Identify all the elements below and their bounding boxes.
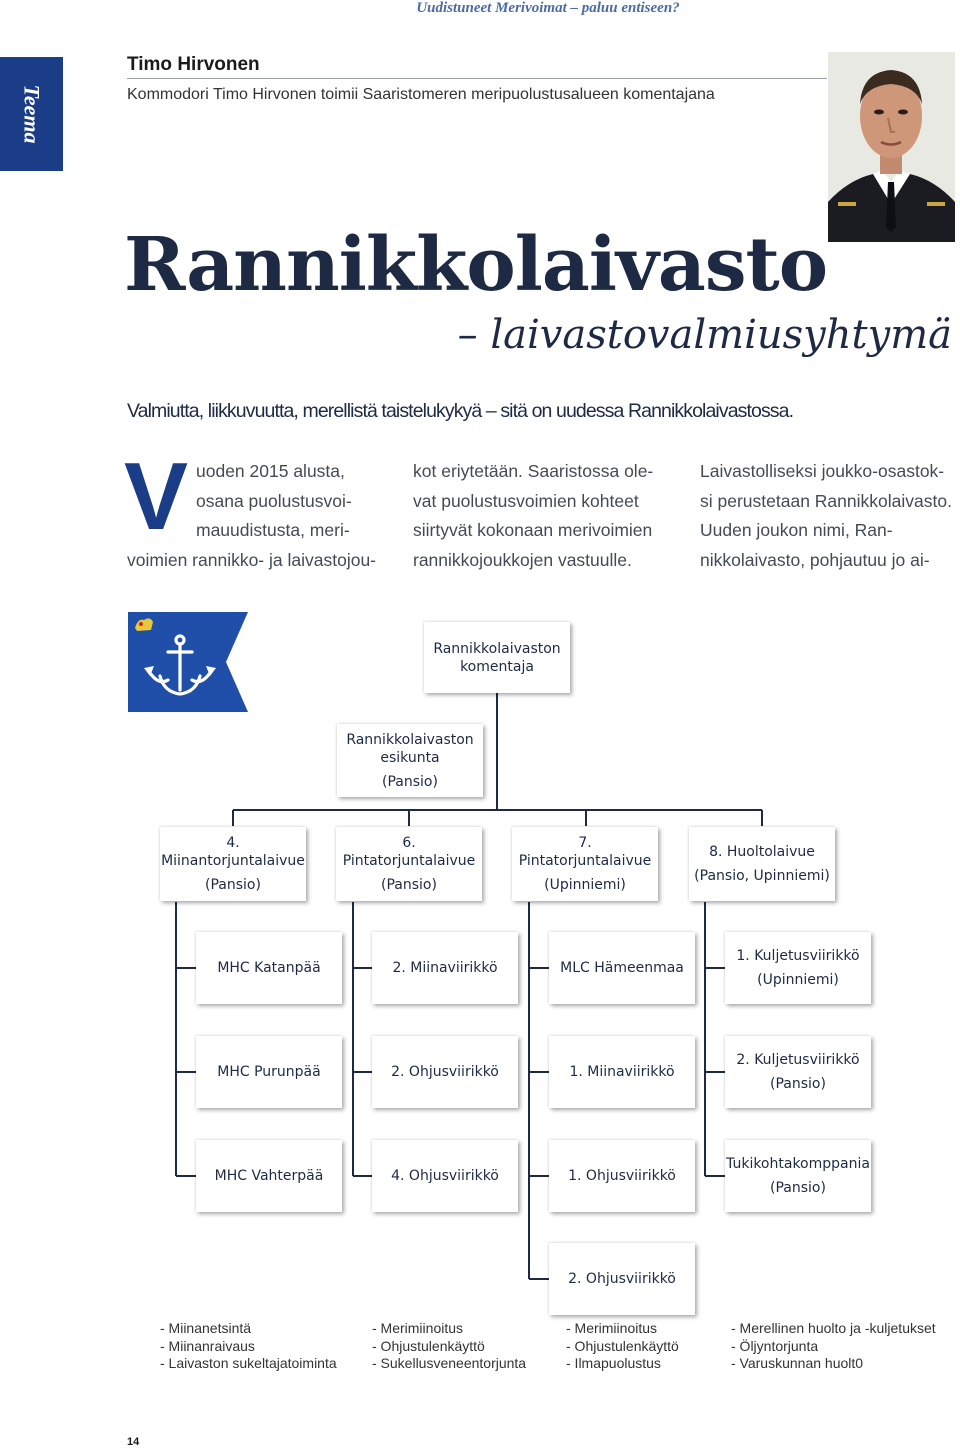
drop-cap: V: [124, 443, 189, 550]
org-box-mlc-hameenmaa: [549, 932, 695, 1004]
task-item: - Öljyntorjunta: [731, 1337, 819, 1354]
org-box-text: (Upinniemi): [757, 972, 839, 988]
org-box-text: (Pansio): [381, 877, 437, 893]
org-box-text: Pintatorjuntalaivue: [342, 853, 476, 869]
body-line: voimien rannikko- ja laivastojou-: [127, 549, 376, 570]
body-line: Laivastolliseksi joukko-osastok-: [700, 461, 945, 481]
org-box-text: (Pansio): [770, 1076, 826, 1092]
author-name: Timo Hirvonen: [127, 54, 260, 75]
org-box-text: (Pansio): [382, 773, 438, 790]
body-line: Uuden joukon nimi, Ran-: [700, 520, 893, 540]
task-item: - Miinanetsintä: [160, 1320, 252, 1336]
body-line: rannikkojoukkojen vastuulle.: [413, 549, 632, 570]
org-box-text: Miinantorjuntalaivue: [161, 853, 305, 869]
org-box-2-miinaviirikko: [372, 932, 518, 1004]
org-box-text: 2. Ohjusviirikkö: [568, 1271, 676, 1287]
author-description: Kommodori Timo Hirvonen toimii Saaristomeren meripuolustusalueen komentajana: [127, 86, 715, 103]
task-item: - Laivaston sukeltajatoiminta: [160, 1355, 337, 1371]
body-line: siirtyvät kokonaan merivoimien: [413, 520, 653, 540]
org-box-text: 4.: [226, 835, 240, 851]
task-item: - Merellinen huolto ja -kuljetukset: [731, 1320, 936, 1336]
task-list-1: [160, 1320, 337, 1373]
org-box-1-ohjusviirikko: [549, 1140, 695, 1212]
org-box-text: (Pansio, Upinniemi): [694, 868, 830, 884]
section-tab-label: Teema: [19, 84, 45, 144]
org-box-text: (Upinniemi): [544, 877, 626, 893]
org-box-tukikohtakomppania: [725, 1140, 871, 1212]
org-box-unit-7: [512, 827, 658, 901]
page-number: 14: [127, 1436, 140, 1448]
task-list-4: [731, 1320, 936, 1373]
task-item: - Ilmapuolustus: [566, 1355, 661, 1371]
org-box-text: 1. Miinaviirikkö: [569, 1064, 675, 1080]
org-box-mhc-katanpaa: [196, 932, 342, 1004]
org-box-text: MHC Katanpää: [217, 960, 321, 976]
org-box-text: Tukikohtakomppania: [726, 1156, 870, 1172]
body-line: nikkolaivasto, pohjautuu jo ai-: [700, 549, 930, 570]
task-item: - Ohjustulenkäyttö: [566, 1337, 679, 1354]
task-item: - Merimiinoitus: [372, 1320, 464, 1336]
org-box-2-ohjusviirikko: [372, 1036, 518, 1108]
task-item: - Merimiinoitus: [566, 1320, 658, 1336]
org-box-text: 1. Kuljetusviirikkö: [736, 948, 860, 964]
org-box-text: Rannikkolaivaston: [346, 731, 474, 748]
org-box-text: Rannikkolaivaston: [433, 640, 561, 657]
subheadline: – laivastovalmiusyhtymä: [457, 312, 952, 358]
org-box-unit-6: [336, 827, 482, 901]
body-line: osana puolustusvoi-: [196, 490, 352, 511]
org-box-mhc-vahterpaa: [196, 1140, 342, 1212]
body-line: mauudistusta, meri-: [196, 520, 350, 540]
lead-paragraph: Valmiutta, liikkuvuutta, merellistä taistelukykyä – sitä on uudessa Rannikkolaivastossa.: [127, 400, 794, 422]
task-item: - Varuskunnan huolt0: [731, 1355, 864, 1371]
org-box-text: MLC Hämeenmaa: [560, 960, 684, 976]
task-item: - Ohjustulenkäyttö: [372, 1337, 485, 1354]
org-box-text: 2. Ohjusviirikkö: [391, 1064, 499, 1080]
org-box-text: 4. Ohjusviirikkö: [391, 1168, 499, 1184]
task-item: - Sukellusveneentorjunta: [372, 1355, 527, 1371]
org-box-text: MHC Purunpää: [217, 1064, 321, 1080]
task-list-2: [372, 1320, 526, 1373]
org-box-text: 1. Ohjusviirikkö: [568, 1168, 676, 1184]
org-box-text: 8. Huoltolaivue: [709, 844, 815, 860]
org-box-4-ohjusviirikko: [372, 1140, 518, 1212]
body-line: kot eriytetään. Saaristossa ole-: [413, 461, 654, 481]
org-box-mhc-purunpaa: [196, 1036, 342, 1108]
org-box-text: 2. Kuljetusviirikkö: [736, 1052, 860, 1068]
org-box-text: 2. Miinaviirikkö: [392, 960, 498, 976]
body-line: vat puolustusvoimien kohteet: [413, 490, 639, 511]
org-box-staff: [337, 724, 483, 797]
org-box-text: Pintatorjuntalaivue: [518, 853, 652, 869]
org-box-unit-4: [160, 827, 306, 901]
org-box-commander: [424, 622, 570, 693]
body-line: si perustetaan Rannikkolaivasto.: [700, 490, 952, 511]
org-box-2-ohjusviirikko-b: [549, 1243, 695, 1315]
org-box-text: (Pansio): [770, 1180, 826, 1196]
org-box-2-kuljetusviirikko: [725, 1036, 871, 1108]
org-box-text: 6.: [402, 835, 416, 851]
task-item: - Miinanraivaus: [160, 1337, 255, 1354]
org-box-text: MHC Vahterpää: [214, 1168, 324, 1184]
org-box-text: komentaja: [460, 658, 534, 675]
running-head: Uudistuneet Merivoimat – paluu entiseen?: [416, 0, 680, 16]
org-box-text: esikunta: [380, 749, 440, 766]
body-line: uoden 2015 alusta,: [196, 461, 345, 481]
org-box-text: 7.: [578, 835, 592, 851]
org-box-1-miinaviirikko: [549, 1036, 695, 1108]
task-list-3: [566, 1320, 679, 1373]
org-box-text: (Pansio): [205, 877, 261, 893]
headline: Rannikkolaivasto: [124, 222, 828, 308]
org-box-1-kuljetusviirikko: [725, 932, 871, 1004]
org-box-unit-8: [689, 827, 835, 901]
